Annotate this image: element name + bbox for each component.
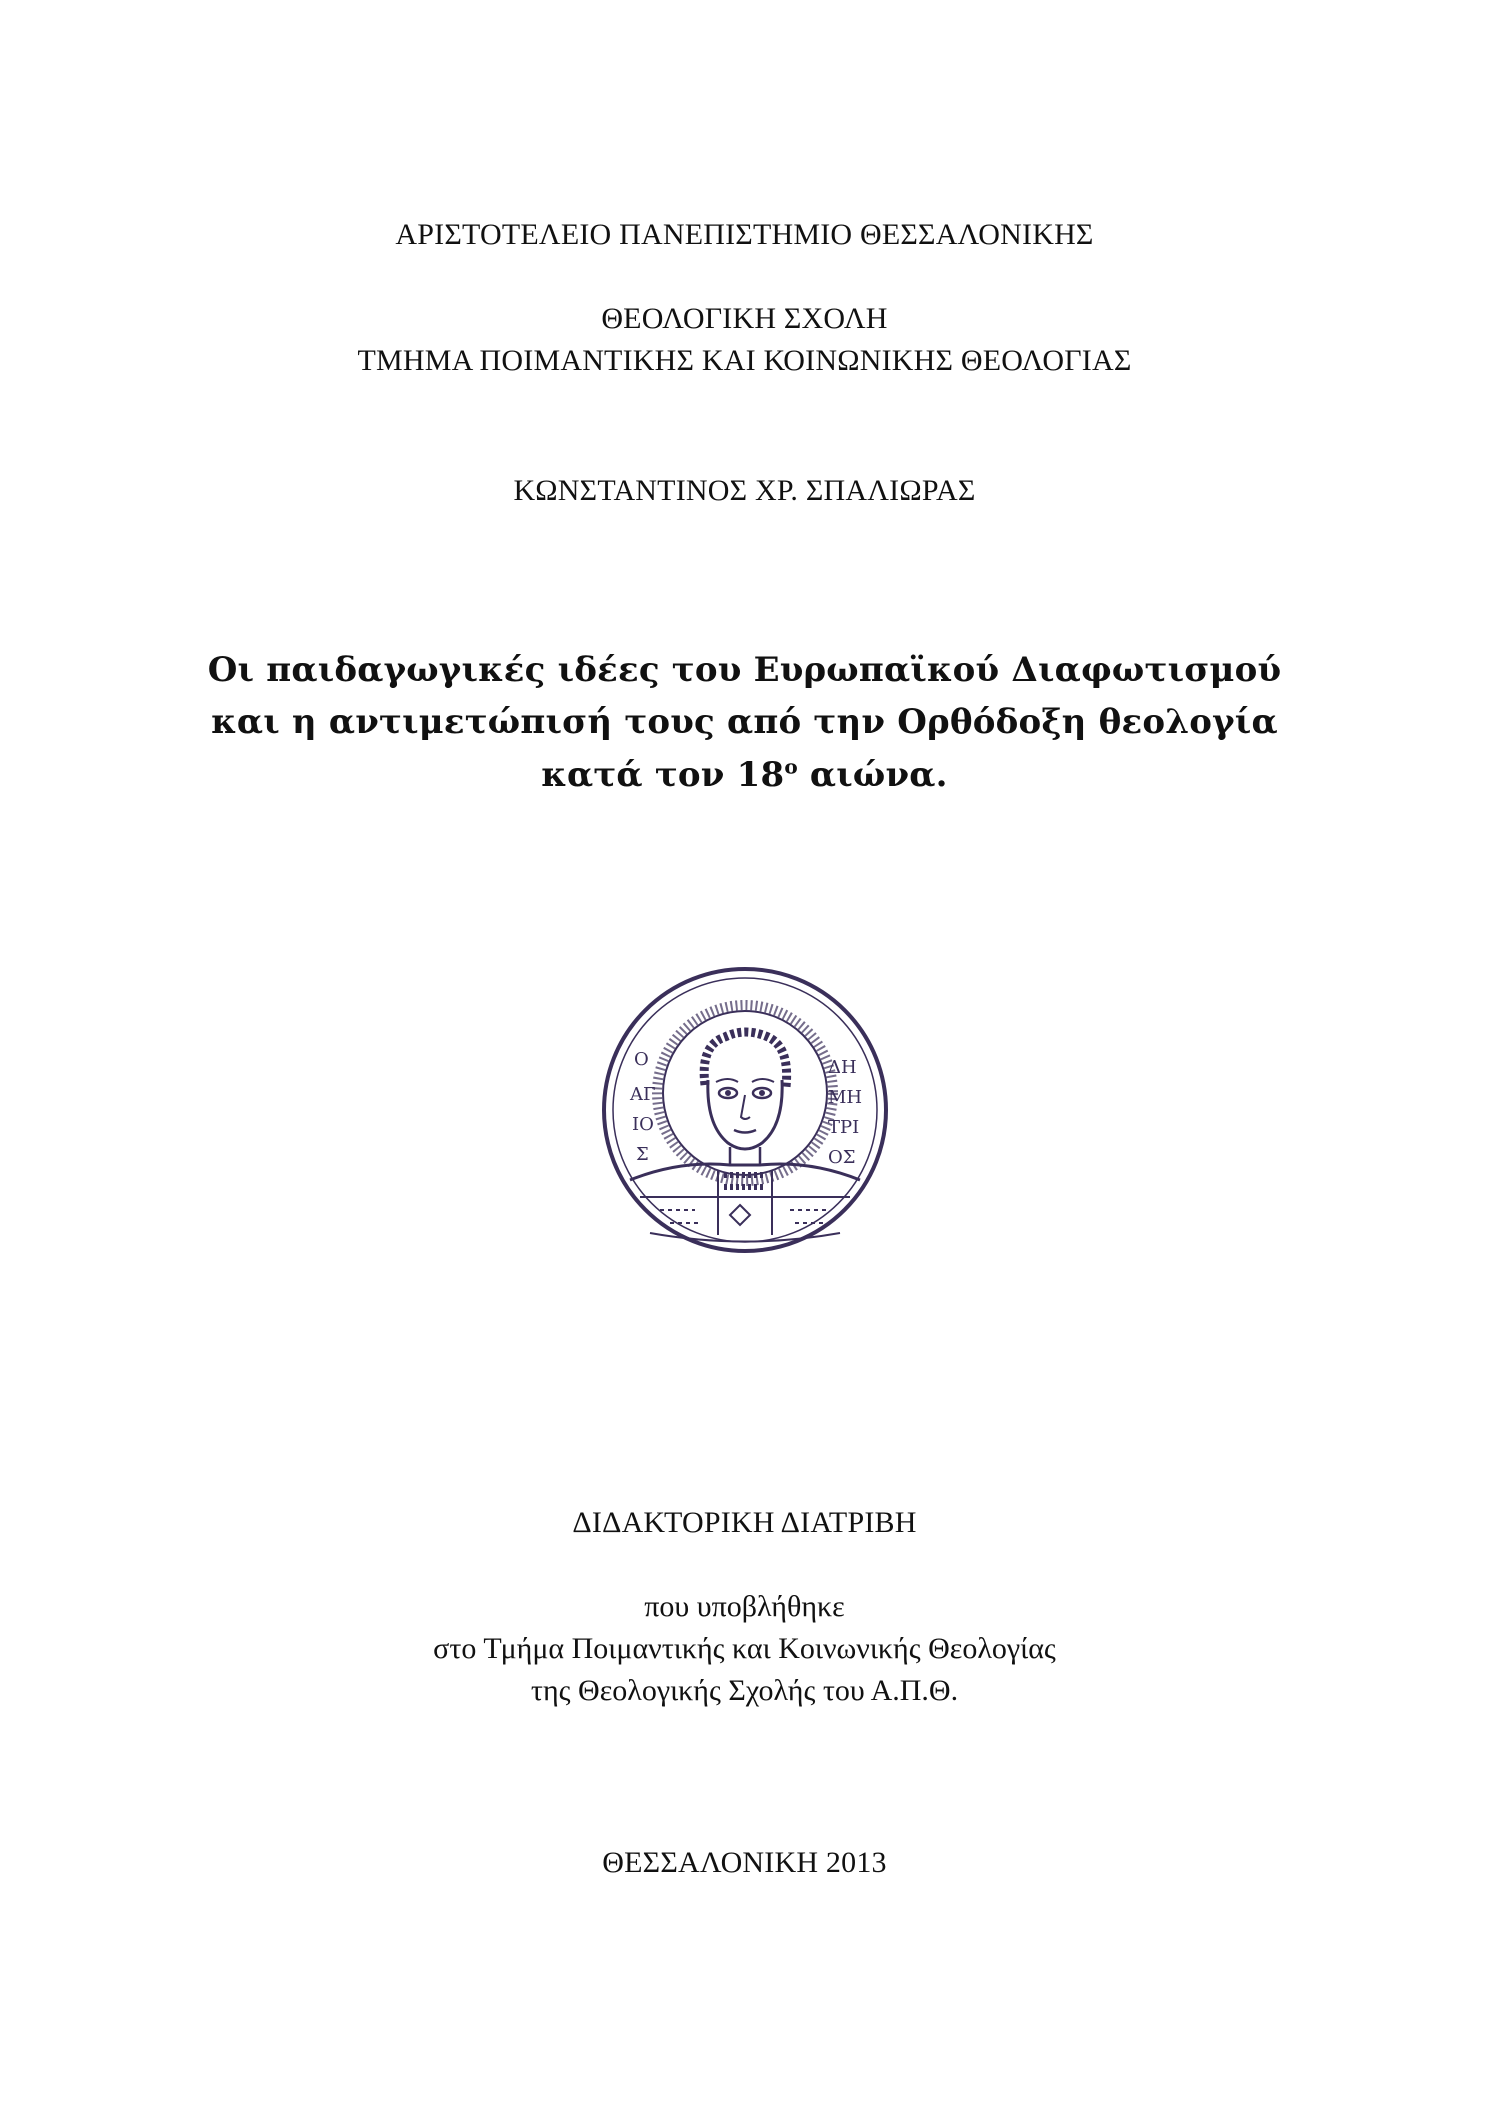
- thesis-title-line-2: και η αντιμετώπισή τους από την Ορθόδοξη θεολογία: [211, 702, 1278, 742]
- title-line-3-sup: ο: [784, 754, 798, 779]
- seal-letter-io: ΙΟ: [632, 1114, 654, 1135]
- seal-letter-mi: ΜΗ: [828, 1087, 863, 1108]
- submission-line-3: της Θεολογικής Σχολής του Α.Π.Θ.: [530, 1674, 959, 1707]
- place-and-year: ΘΕΣΣΑΛΟΝΙΚΗ 2013: [602, 1846, 887, 1879]
- submission-line-2: στο Τμήμα Ποιμαντικής και Κοινωνικής Θεολογίας: [433, 1632, 1056, 1665]
- title-line-3-before: κατά τον 18: [541, 755, 785, 795]
- department-name: ΤΜΗΜΑ ΠΟΙΜΑΝΤΙΚΗΣ ΚΑΙ ΚΟΙΝΩΝΙΚΗΣ ΘΕΟΛΟΓΙΑΣ: [357, 344, 1132, 377]
- seal-letter-di: ΔΗ: [828, 1057, 857, 1078]
- thesis-title-line-3: [0, 755, 1489, 795]
- title-line-3-after: αιώνα.: [797, 755, 948, 795]
- school-name: ΘΕΟΛΟΓΙΚΗ ΣΧΟΛΗ: [601, 302, 888, 335]
- submission-line-1: που υποβλήθηκε: [644, 1590, 845, 1623]
- thesis-type: ΔΙΔΑΚΤΟΡΙΚΗ ΔΙΑΤΡΙΒΗ: [572, 1506, 917, 1539]
- seal-letter-o: Ο: [634, 1049, 649, 1070]
- university-name: ΑΡΙΣΤΟΤΕΛΕΙΟ ΠΑΝΕΠΙΣΤΗΜΙΟ ΘΕΣΣΑΛΟΝΙΚΗΣ: [395, 218, 1094, 251]
- saint-demetrius-seal-icon: [600, 965, 890, 1255]
- author-name: ΚΩΝΣΤΑΝΤΙΝΟΣ ΧΡ. ΣΠΑΛΙΩΡΑΣ: [513, 474, 976, 507]
- thesis-title-line-1: Οι παιδαγωγικές ιδέες του Ευρωπαϊκού Διαφωτισμού: [207, 650, 1282, 690]
- seal-letter-tr: ΤΡΙ: [828, 1117, 860, 1138]
- seal-letter-ag: ΑΓ: [630, 1084, 656, 1105]
- seal-letter-os: ΟΣ: [828, 1147, 856, 1168]
- seal-letter-s: Σ: [636, 1144, 649, 1165]
